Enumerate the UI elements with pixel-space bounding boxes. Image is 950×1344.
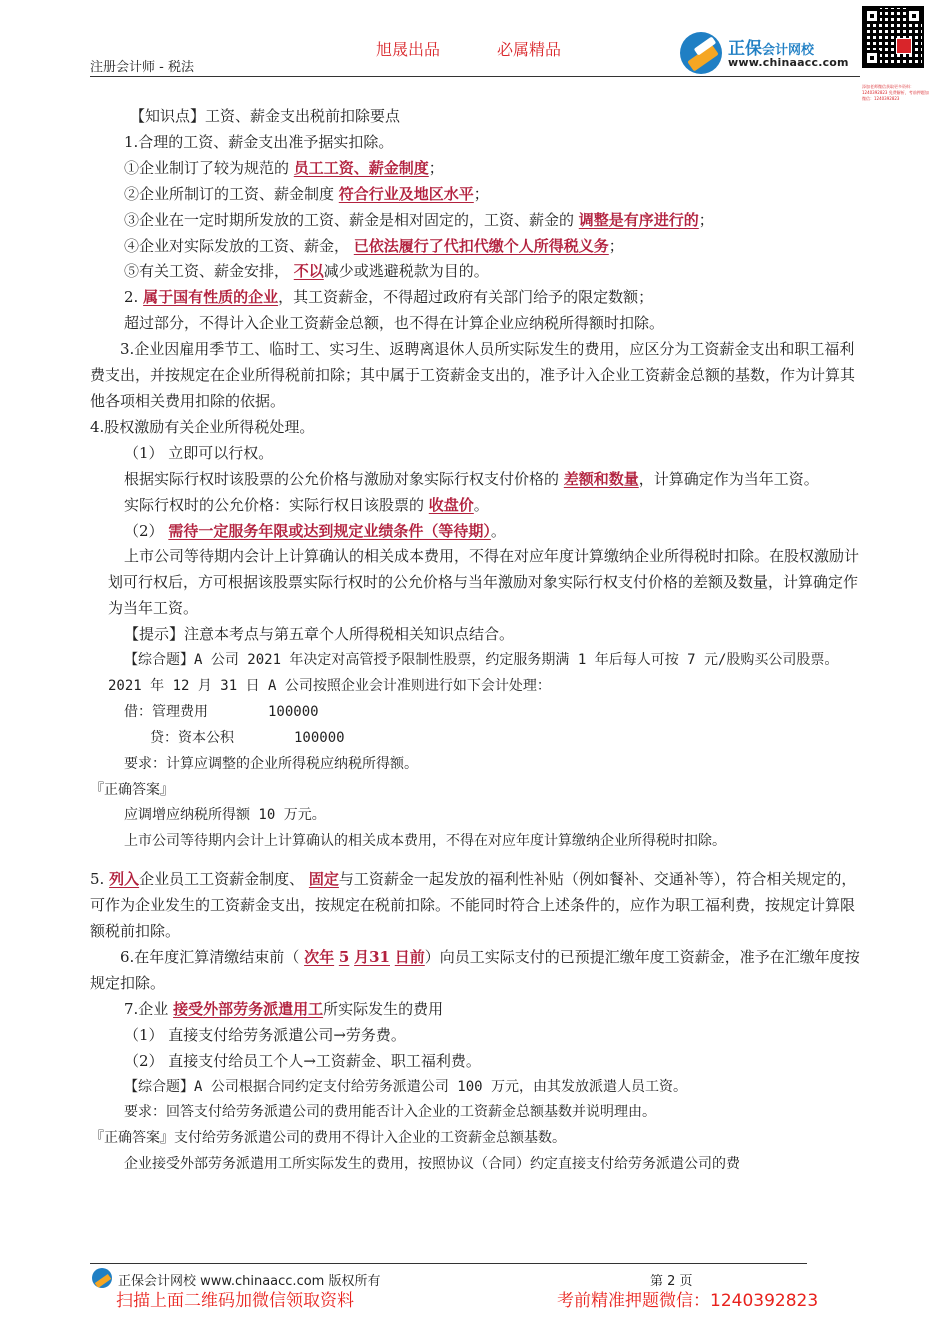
condition-5: ⑤有关工资、薪金安排， 不以减少或逃避税款为目的。 <box>124 262 489 281</box>
header-slogan-2: 必属精品 <box>497 40 562 59</box>
condition-1: ①企业制订了较为规范的 员工工资、薪金制度； <box>124 158 444 177</box>
footer-promo-right: 考前精准押题微信：1240392823 <box>557 1291 819 1311</box>
footer-divider <box>90 1263 807 1264</box>
example-2-answer-detail: 企业接受外部劳务派遣用工所实际发生的费用，按照协议（合同）约定直接支付给劳务派遣公司的费 <box>124 1156 740 1173</box>
example-2-answer: 『正确答案』支付给劳务派遣公司的费用不得计入企业的工资薪金总额基数。 <box>90 1130 566 1147</box>
logo-name-suffix: 会计网校 <box>762 43 815 58</box>
example-1-requirement: 要求：计算应调整的企业所得税应纳税所得额。 <box>124 755 418 772</box>
example-2-question: 【综合题】A 公司根据合同约定支付给劳务派遣公司 100 万元，由其发放派遣人员工资。 <box>124 1078 687 1095</box>
logo-url: www.chinaacc.com <box>728 56 849 69</box>
qr-code-icon <box>862 6 924 68</box>
point-5: 5. 列入企业员工工资薪金制度、 固定与工资薪金一起发放的福利性补贴（例如餐补、交通补等），符合相关规定的，可作为企业发生的工资薪金支出，按规定在税前扣除。不能同时符合上述条件的，应作为职工福利费，按规定计算限额税前扣除。 <box>90 870 857 941</box>
journal-debit: 借：管理费用 100000 <box>124 703 319 720</box>
point-6: 6.在年度汇算清缴结束前（ 次年 5 月31 日前）向员工实际支付的已预提汇缴年度工资薪金，准予在汇缴年度按规定扣除。 <box>90 948 860 992</box>
point-4-case-2-detail: 上市公司等待期内会计上计算确认的相关成本费用，不得在对应年度计算缴纳企业所得税时扣除。在股权激励计划可行权后，方可根据该股票实际行权时的公允价格与当年激励对象实际行权支付价格的差额及数量，计算确定作为当年工资。 <box>108 547 860 618</box>
journal-credit: 贷：资本公积 100000 <box>150 729 345 746</box>
example-1-question: 【综合题】A 公司 2021 年决定对高管授予限制性股票，约定服务期满 1 年后每人可按 7 元/股购买公司股票。2021 年 12 月 31 日 A 公司按照企业会计准则进行如下会计处理： <box>108 652 839 694</box>
point-4-case-2: （2） 需待一定服务年限或达到规定业绩条件（等待期）。 <box>124 521 506 540</box>
point-4-case-1-detail: 根据实际行权时该股票的公允价格与激励对象实际行权支付价格的 差额和数量，计算确定作为当年工资。 <box>124 469 819 488</box>
header-divider <box>90 76 860 77</box>
tip: 【提示】注意本考点与第五章个人所得税相关知识点结合。 <box>124 625 515 644</box>
point-2: 2. 属于国有性质的企业，其工资薪金，不得超过政府有关部门给予的限定数额； <box>124 288 654 307</box>
point-1: 1.合理的工资、薪金支出准予据实扣除。 <box>124 132 394 151</box>
point-7: 7.企业 接受外部劳务派遣用工所实际发生的费用 <box>124 999 444 1018</box>
section-title: 【知识点】工资、薪金支出税前扣除要点 <box>130 107 401 125</box>
header-slogan-1: 旭晟出品 <box>376 40 441 59</box>
point-7-case-1: （1） 直接支付给劳务派遣公司→劳务费。 <box>124 1025 406 1044</box>
header-course-title: 注册会计师 - 税法 <box>90 60 194 75</box>
example-2-requirement: 要求：回答支付给劳务派遣公司的费用能否计入企业的工资薪金总额基数并说明理由。 <box>124 1104 656 1121</box>
condition-3: ③企业在一定时期所发放的工资、薪金是相对固定的，工资、薪金的 调整是有序进行的； <box>124 210 714 229</box>
answer-label: 『正确答案』 <box>90 781 174 798</box>
condition-2: ②企业所制订的工资、薪金制度 符合行业及地区水平； <box>124 184 489 203</box>
answer-1: 应调增应纳税所得额 10 万元。 <box>124 807 326 824</box>
answer-2: 上市公司等待期内会计上计算确认的相关成本费用，不得在对应年度计算缴纳企业所得税时扣除。 <box>124 833 726 850</box>
footer-copyright: 正保会计网校 www.chinaacc.com 版权所有 <box>118 1274 381 1289</box>
document-body <box>90 104 860 1178</box>
point-7-case-2: （2） 直接支付给员工个人→工资薪金、职工福利费。 <box>124 1051 481 1070</box>
page-number: 第 2 页 <box>650 1274 693 1289</box>
footer-logo-icon <box>92 1268 112 1288</box>
logo-emblem-icon <box>680 32 722 74</box>
chinaacc-logo <box>680 32 855 74</box>
point-4-case-1: （1） 立即可以行权。 <box>124 443 274 462</box>
qr-caption: 添加老师微信获取更多资料：1240392823 免费解析，考前押题加微信：1240392823 <box>862 84 929 101</box>
condition-4: ④企业对实际发放的工资、薪金， 已依法履行了代扣代缴个人所得税义务； <box>124 236 624 255</box>
point-2-continued: 超过部分，不得计入企业工资薪金总额，也不得在计算企业应纳税所得额时扣除。 <box>124 314 665 333</box>
logo-name: 正保会计网校 <box>728 39 815 59</box>
point-4-fair-price: 实际行权时的公允价格：实际行权日该股票的 收盘价。 <box>124 495 489 514</box>
point-4: 4.股权激励有关企业所得税处理。 <box>90 417 315 436</box>
point-3: 3.企业因雇用季节工、临时工、实习生、返聘离退休人员所实际发生的费用，应区分为工资薪金支出和职工福利费支出，并按规定在企业所得税前扣除；其中属于工资薪金支出的，准予计入企业工资薪金总额的基数，作为计算其他各项相关费用扣除的依据。 <box>90 340 856 410</box>
footer-promo-left: 扫描上面二维码加微信领取资料 <box>116 1291 354 1311</box>
